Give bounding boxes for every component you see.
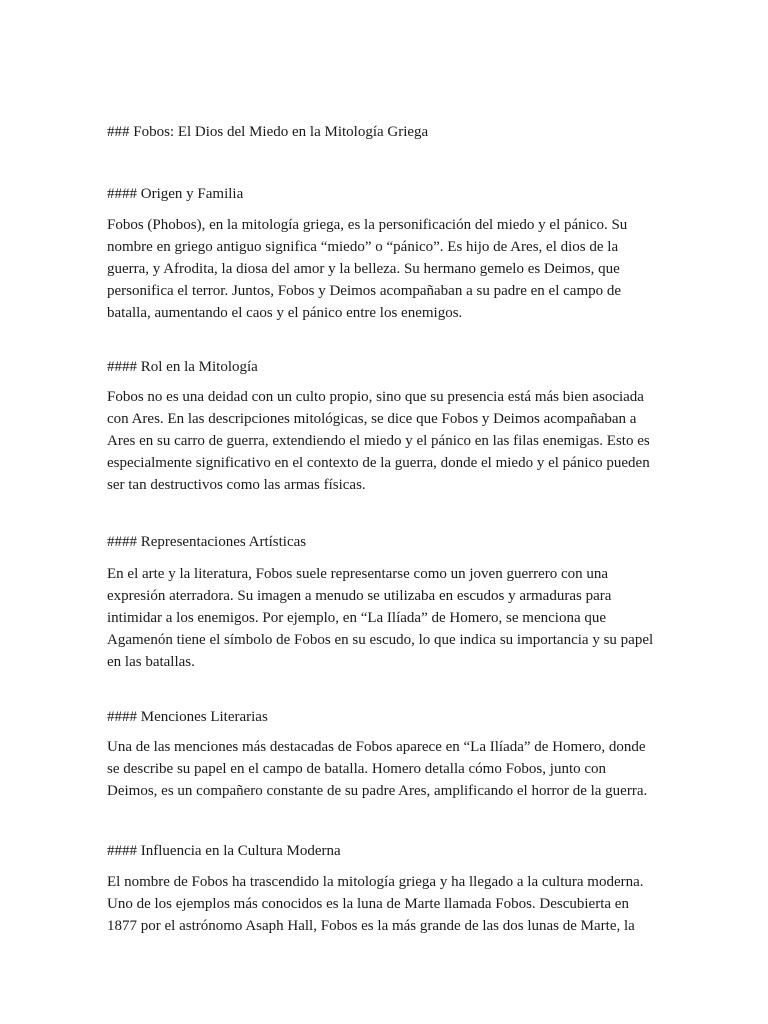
section-heading-origen: #### Origen y Familia [107,186,244,202]
section-body-representaciones [107,563,663,673]
section-body-rol [107,386,663,496]
body-line: se describe su papel en el campo de batalla. Homero detalla cómo Fobos, junto con [107,761,607,777]
body-line: en las batallas. [107,654,195,670]
body-line: expresión aterradora. Su imagen a menudo se utilizaba en escudos y armaduras para [107,588,612,604]
body-line: Fobos no es una deidad con un culto propio, sino que su presencia está más bien asociada [107,389,644,405]
body-line: batalla, aumentando el caos y el pánico entre los enemigos. [107,305,463,321]
body-line: Fobos (Phobos), en la mitología griega, es la personificación del miedo y el pánico. Su [107,217,628,233]
body-line: El nombre de Fobos ha trascendido la mitología griega y ha llegado a la cultura moderna. [107,874,644,890]
body-line: Ares en su carro de guerra, extendiendo el miedo y el pánico en las filas enemigas. Esto es [107,433,650,449]
body-line: guerra, y Afrodita, la diosa del amor y la belleza. Su hermano gemelo es Deimos, que [107,261,620,277]
section-body-influencia [107,871,663,937]
section-heading-influencia: #### Influencia en la Cultura Moderna [107,843,341,859]
section-heading-menciones: #### Menciones Literarias [107,709,268,725]
body-line: 1877 por el astrónomo Asaph Hall, Fobos es la más grande de las dos lunas de Marte, la [107,918,635,934]
body-line: especialmente significativo en el contexto de la guerra, donde el miedo y el pánico pueden [107,455,650,471]
body-line: intimidar a los enemigos. Por ejemplo, en “La Ilíada” de Homero, se menciona que [107,610,607,626]
document-title: ### Fobos: El Dios del Miedo en la Mitología Griega [107,124,429,140]
section-heading-rol: #### Rol en la Mitología [107,359,258,375]
body-line: ser tan destructivos como las armas físicas. [107,477,366,493]
body-line: En el arte y la literatura, Fobos suele representarse como un joven guerrero con una [107,566,609,582]
body-line: con Ares. En las descripciones mitológicas, se dice que Fobos y Deimos acompañaban a [107,411,637,427]
body-line: Deimos, es un compañero constante de su padre Ares, amplificando el horror de la guerra. [107,783,648,799]
body-line: Uno de los ejemplos más conocidos es la luna de Marte llamada Fobos. Descubierta en [107,896,629,912]
body-line: Agamenón tiene el símbolo de Fobos en su escudo, lo que indica su importancia y su papel [107,632,654,648]
body-line: personifica el terror. Juntos, Fobos y Deimos acompañaban a su padre en el campo de [107,283,622,299]
section-body-menciones [107,736,663,802]
section-heading-representaciones: #### Representaciones Artísticas [107,534,307,550]
body-line: Una de las menciones más destacadas de Fobos aparece en “La Ilíada” de Homero, donde [107,739,646,755]
section-body-origen [107,214,663,324]
body-line: nombre en griego antiguo significa “miedo” o “pánico”. Es hijo de Ares, el dios de la [107,239,619,255]
